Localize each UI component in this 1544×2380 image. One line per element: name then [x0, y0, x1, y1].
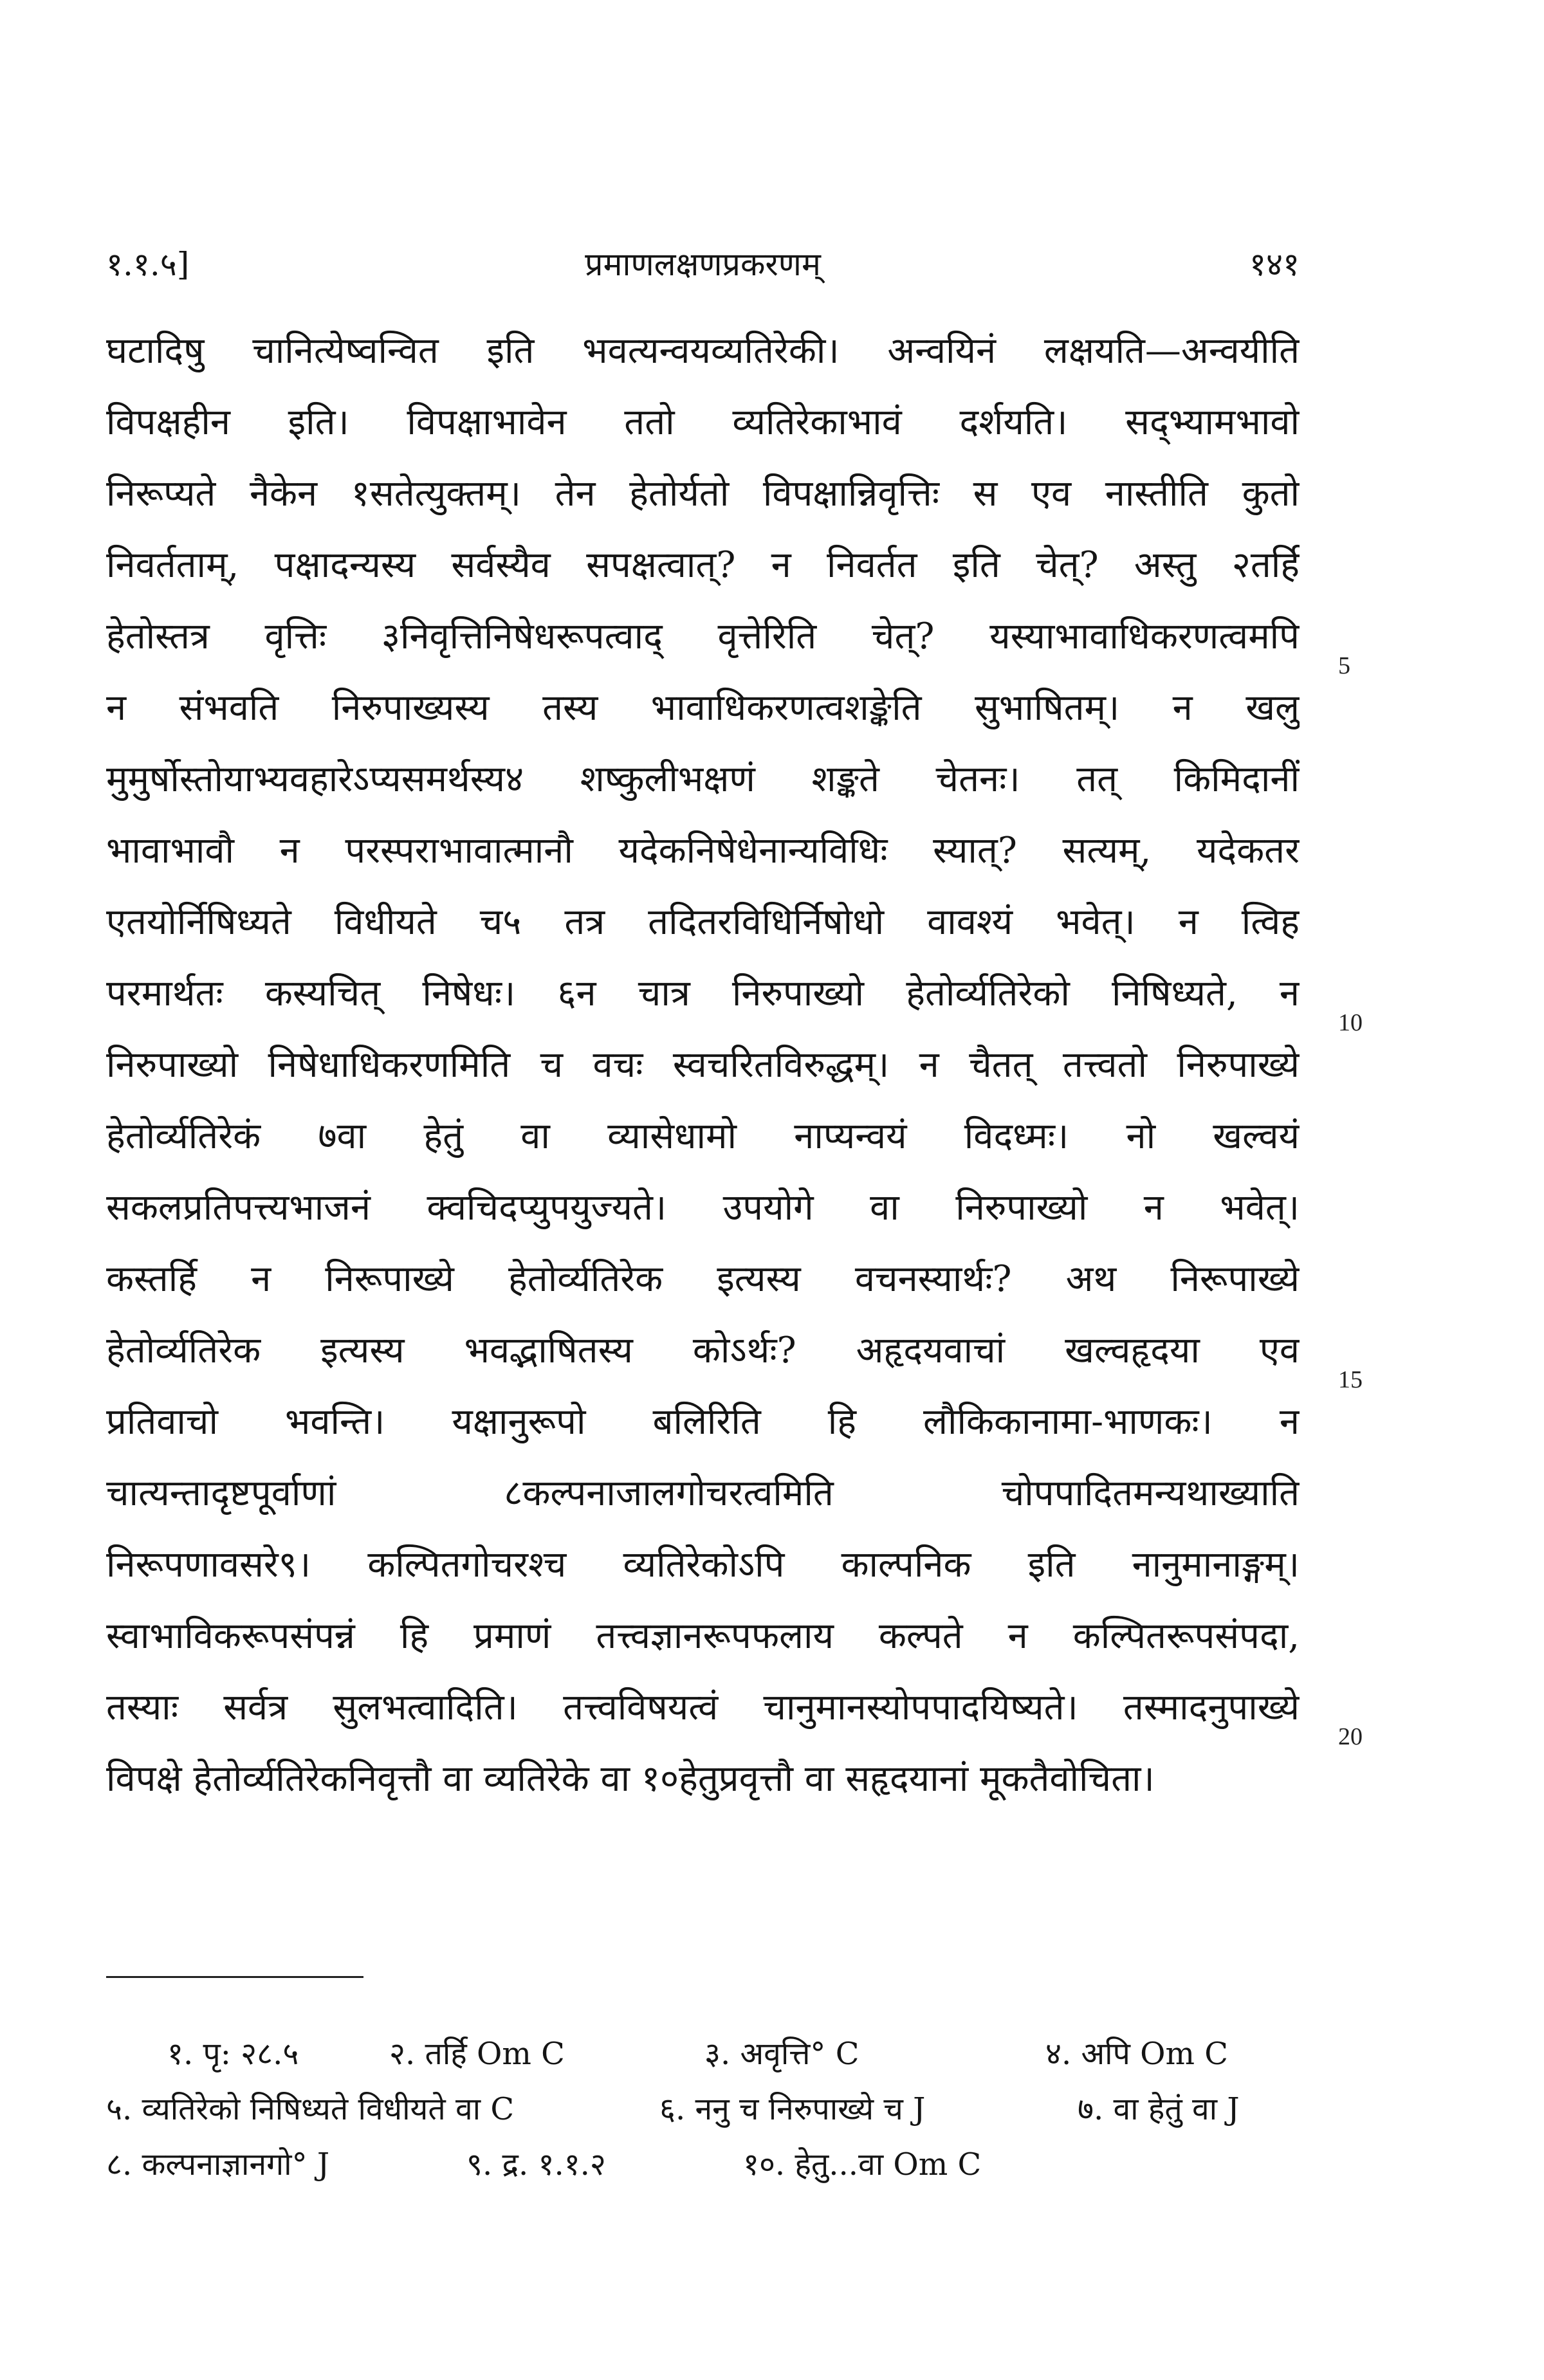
text-line: निरूप्यते नैकेन १सतेत्युक्तम्। तेन हेतोर्यतो विपक्षान्निवृत्तिः स एव नास्तीति कुतो: [106, 473, 1300, 515]
footnote: ७. वा हेतुं वा J: [1078, 2091, 1240, 2127]
text-line: विपक्षे हेतोर्व्यतिरेकनिवृत्तौ वा व्यतिरेके वा १०हेतुप्रवृत्तौ वा सहृदयानां मूकतैवोचिता।: [106, 1758, 1155, 1800]
line-number: 10: [1338, 1009, 1363, 1036]
footnote: ९. द्र. १.१.२: [466, 2147, 606, 2183]
text-line: न संभवति निरुपाख्यस्य तस्य भावाधिकरणत्वशङ्केति सुभाषितम्। न खलु: [106, 687, 1300, 729]
footnotes: [106, 2026, 1300, 2192]
footnote: ३. अवृत्ति° C: [704, 2036, 859, 2072]
text-line: निरूपणावसरे९। कल्पितगोचरश्च व्यतिरेकोऽपि काल्पनिक इति नानुमानाङ्गम्।: [106, 1544, 1300, 1586]
text-line: हेतोर्व्यतिरेकं ७वा हेतुं वा व्यासेधामो नाप्यन्वयं विदध्मः। नो खल्वयं: [106, 1115, 1300, 1157]
text-line: कस्तर्हि न निरूपाख्ये हेतोर्व्यतिरेक इत्यस्य वचनस्यार्थः? अथ निरूपाख्ये: [106, 1258, 1300, 1300]
text-line: परमार्थतः कस्यचित् निषेधः। ६न चात्र निरुपाख्यो हेतोर्व्यतिरेको निषिध्यते, न: [106, 973, 1300, 1014]
footnote-divider: [106, 1976, 363, 1978]
running-title: प्रमाणलक्षणप्रकरणम्: [585, 246, 821, 283]
text-line: एतयोर्निषिध्यते विधीयते च५ तत्र तदितरविधिर्निषोधो वावश्यं भवेत्। न त्विह: [106, 901, 1300, 943]
text-line: हेतोस्तत्र वृत्तिः ३निवृत्तिनिषेधरूपत्वाद् वृत्तेरिति चेत्? यस्याभावाधिकरणत्वमपि: [106, 616, 1300, 657]
text-line: प्रतिवाचो भवन्ति। यक्षानुरूपो बलिरिति हि लौकिकानामा-भाणकः। न: [106, 1401, 1300, 1443]
line-number: 15: [1338, 1366, 1363, 1393]
footnote: २. तर्हि Om C: [389, 2036, 565, 2072]
footnote: ८. कल्पनाज्ञानगो° J: [106, 2147, 330, 2183]
text-line: घटादिषु चानित्येष्वन्वित इति भवत्यन्वयव्यतिरेकी। अन्वयिनं लक्षयति—अन्वयीति: [106, 330, 1300, 372]
text-line: विपक्षहीन इति। विपक्षाभावेन ततो व्यतिरेकाभावं दर्शयति। सद्भ्यामभावो: [106, 401, 1300, 443]
main-text: [106, 315, 1300, 1815]
footnote-row: [106, 2082, 1300, 2137]
section-reference: १.१.५]: [106, 246, 190, 283]
footnote: ५. व्यतिरेको निषिध्यते विधीयते वा C: [106, 2091, 515, 2127]
text-line: मुमुर्षोस्तोयाभ्यवहारेऽप्यसमर्थस्य४ शष्कुलीभक्षणं शङ्कते चेतनः। तत् किमिदानीं: [106, 758, 1300, 800]
text-line: तस्याः सर्वत्र सुलभत्वादिति। तत्त्वविषयत्वं चानुमानस्योपपादयिष्यते। तस्मादनुपाख्ये: [106, 1687, 1300, 1728]
running-header: [106, 241, 1300, 293]
footnote: १०. हेतु...वा Om C: [743, 2147, 982, 2183]
footnote-row: [106, 2026, 1300, 2082]
text-line: हेतोर्व्यतिरेक इत्यस्य भवद्भाषितस्य कोऽर्थः? अहृदयवाचां खल्वहृदया एव: [106, 1330, 1300, 1371]
footnote: १. पृ: २८.५: [167, 2036, 299, 2072]
text-line: स्वाभाविकरूपसंपन्नं हि प्रमाणं तत्त्वज्ञानरूपफलाय कल्पते न कल्पितरूपसंपदा,: [106, 1615, 1300, 1657]
page-number: १४१: [1249, 246, 1300, 283]
footnote-row: [106, 2137, 1300, 2192]
footnote: ४. अपि Om C: [1045, 2036, 1228, 2072]
text-line: निरुपाख्यो निषेधाधिकरणमिति च वचः स्वचरितविरुद्धम्। न चैतत् तत्त्वतो निरुपाख्ये: [106, 1044, 1300, 1086]
text-line: भावाभावौ न परस्पराभावात्मानौ यदेकनिषेधेनान्यविधिः स्यात्? सत्यम्, यदेकतर: [106, 830, 1300, 872]
text-line: निवर्तताम्, पक्षादन्यस्य सर्वस्यैव सपक्षत्वात्? न निवर्तत इति चेत्? अस्तु २तर्हि: [106, 544, 1300, 586]
line-number: 5: [1338, 652, 1350, 679]
footnote: ६. ननु च निरुपाख्ये च J: [659, 2091, 926, 2127]
line-number: 20: [1338, 1723, 1363, 1750]
text-line: सकलप्रतिपत्त्यभाजनं क्वचिदप्युपयुज्यते। उपयोगे वा निरुपाख्यो न भवेत्।: [106, 1187, 1300, 1229]
text-line: चात्यन्तादृष्टपूर्वाणां ८कल्पनाजालगोचरत्वमिति चोपपादितमन्यथाख्याति: [106, 1472, 1300, 1514]
